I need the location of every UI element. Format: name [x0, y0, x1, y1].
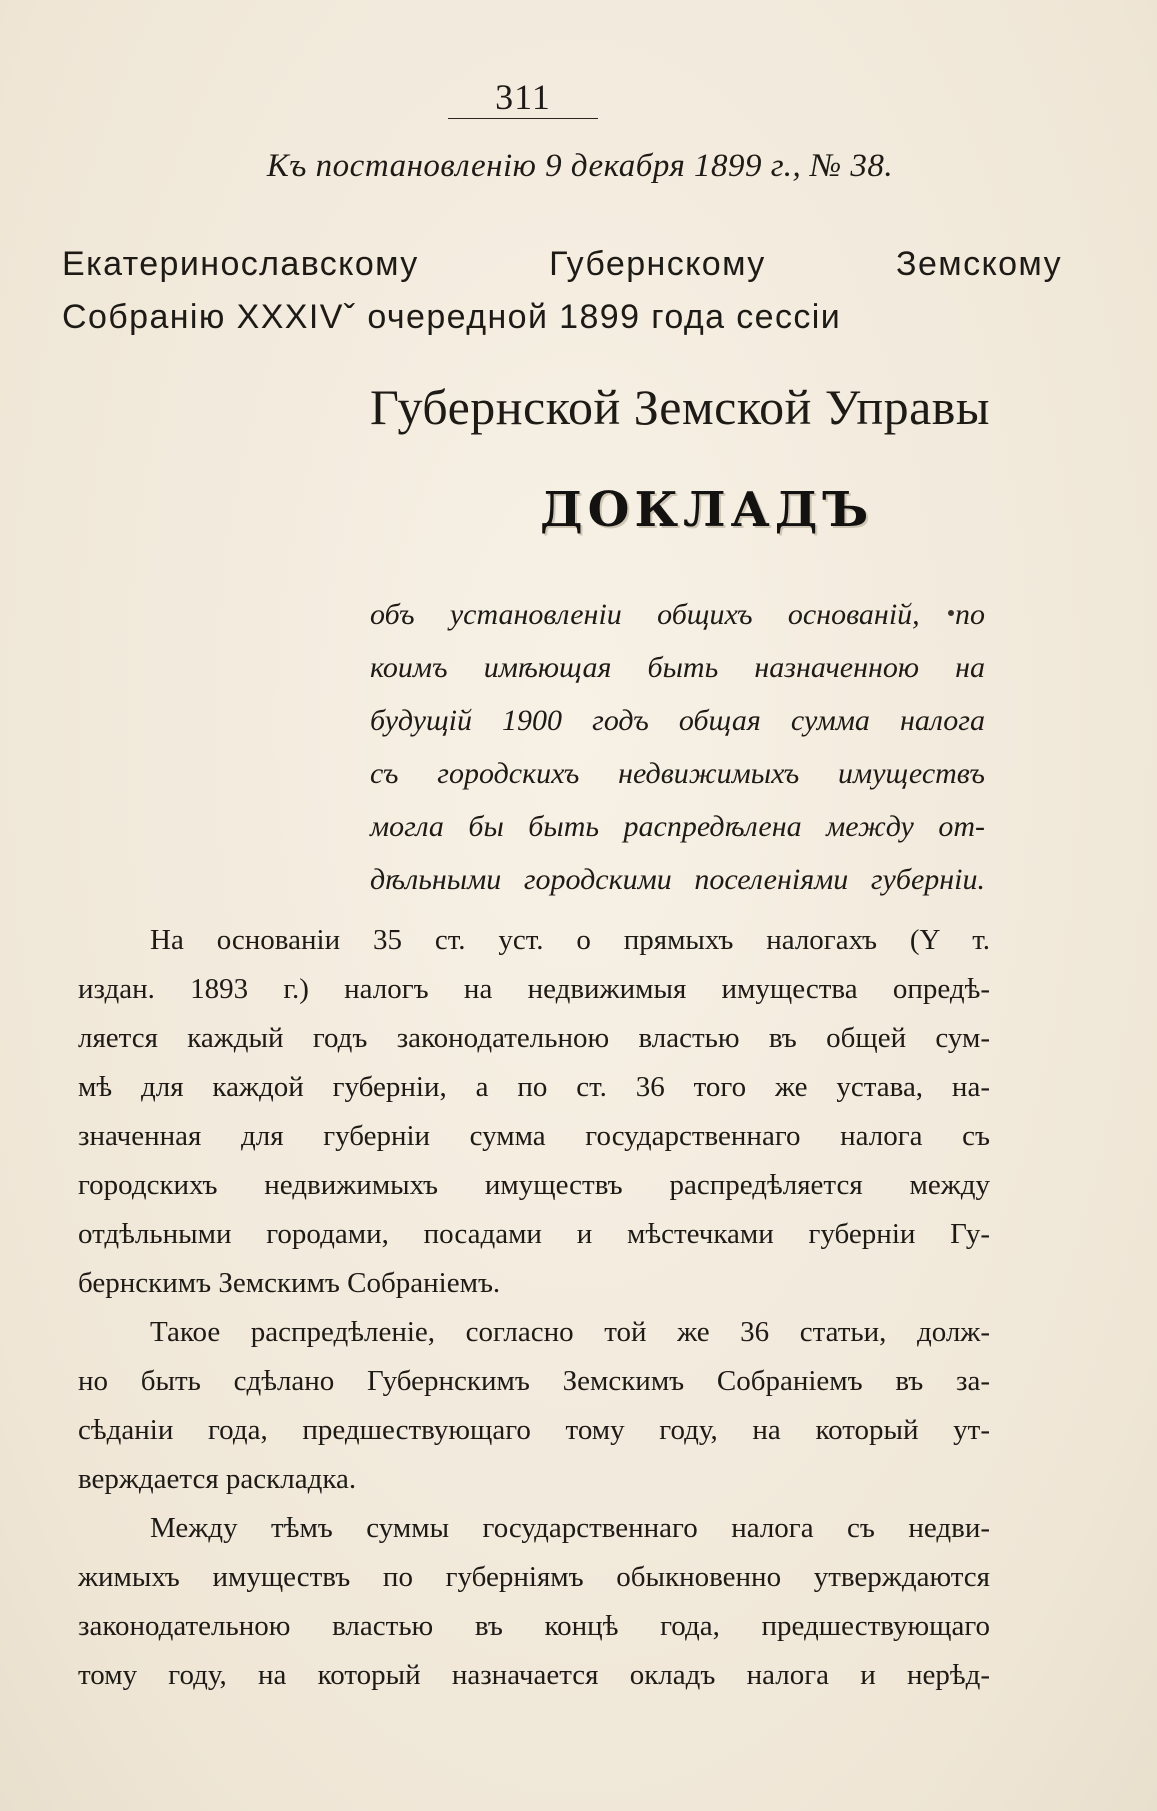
addressee-line-2: Собранію XXXIVˇ очередной 1899 года сессіи — [62, 298, 842, 336]
body-line: Такое распредѣленіе, согласно той же 36 статьи, долж- — [150, 1316, 990, 1348]
authority-heading: Губернской Земской Управы — [369, 379, 990, 435]
body-line: верждается раскладка. — [78, 1463, 357, 1495]
body-line: издан. 1893 г.) налогъ на недвижимыя имущества опредѣ- — [78, 973, 990, 1005]
subject-line: будущій 1900 годъ общая сумма налога — [370, 704, 985, 737]
body-line: жимыхъ имуществъ по губерніямъ обыкновенно утверждаются — [78, 1561, 990, 1593]
body-line: сѣданіи года, предшествующаго тому году, на который ут- — [78, 1414, 990, 1446]
subject-line: могла бы быть распредѣлена между от- — [370, 810, 985, 843]
body-line: ляется каждый годъ законодательною властью въ общей сум- — [78, 1022, 990, 1054]
body-line: отдѣльными городами, посадами и мѣстечками губерніи Гу- — [78, 1218, 990, 1250]
subject-line: коимъ имѣющая быть назначенною на — [370, 651, 985, 684]
subject-line: съ городскихъ недвижимыхъ имуществъ — [370, 757, 985, 790]
body-line: бернскимъ Земскимъ Собраніемъ. — [78, 1267, 501, 1299]
page-number-rule — [448, 118, 598, 119]
subject-line: объ установленіи общихъ основаній, по — [370, 598, 985, 631]
body-text — [78, 916, 990, 1700]
addressee-heading — [62, 238, 1062, 344]
addressee-line-1: Екатеринославскому Губернскому Земскому — [62, 245, 1062, 283]
document-title: ДОКЛАДЪ — [540, 482, 874, 538]
body-line: На основаніи 35 ст. уст. о прямыхъ налогахъ (Y т. — [150, 924, 990, 956]
body-line: законодательною властью въ концѣ года, предшествующаго — [78, 1610, 990, 1642]
body-line: значенная для губерніи сумма государственнаго налога съ — [78, 1120, 990, 1152]
report-subject — [370, 588, 985, 906]
body-line: тому году, на который назначается окладъ налога и нерѣд- — [78, 1659, 990, 1691]
body-line: но быть сдѣлано Губернскимъ Земскимъ Собраніемъ въ за- — [78, 1365, 990, 1397]
body-line: Между тѣмъ суммы государственнаго налога съ недви- — [150, 1512, 990, 1544]
resolution-reference: Къ постановленію 9 декабря 1899 г., № 38. — [266, 148, 894, 184]
body-line: городскихъ недвижимыхъ имуществъ распредѣляется между — [78, 1169, 990, 1201]
subject-line: дѣльными городскими поселеніями губерніи. — [370, 863, 985, 896]
page-number: 311 — [495, 77, 551, 117]
body-line: мѣ для каждой губерніи, а по ст. 36 того же устава, на- — [78, 1071, 990, 1103]
